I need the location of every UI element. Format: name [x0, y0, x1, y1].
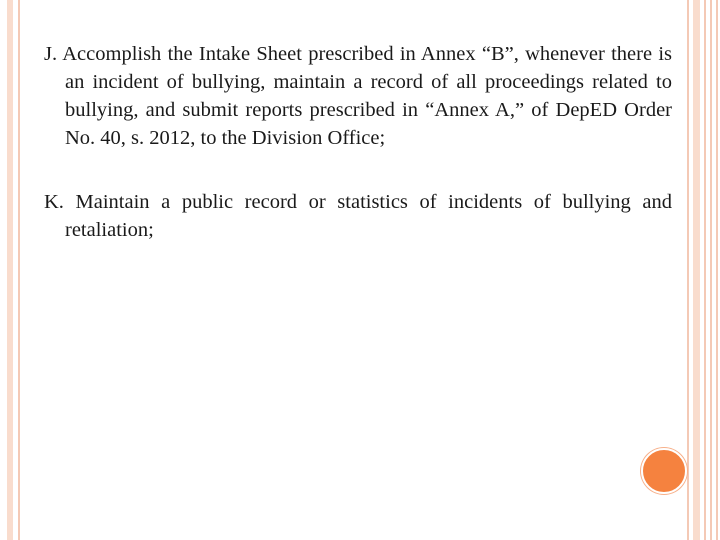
- paragraph-k: K. Maintain a public record or statistics of incidents of bullying and retaliation;: [44, 191, 672, 241]
- left-border-stripe: [7, 0, 13, 540]
- right-border-line: [716, 0, 718, 540]
- slide-content: [44, 40, 672, 244]
- left-decorative-border: [0, 0, 20, 540]
- right-decorative-border: [687, 0, 720, 540]
- paragraph-j: J. Accomplish the Intake Sheet prescribed in Annex “B”, whenever there is an incident of bullying, maintain a record of all proceedings related to bullying, and submit reports prescribed in “Annex A,” of DepED Order No. 40, s. 2012, to the Division Office;: [44, 43, 672, 149]
- right-border-stripe: [693, 0, 700, 540]
- right-border-line: [687, 0, 689, 540]
- decorative-circle: [641, 448, 687, 494]
- right-border-line: [704, 0, 706, 540]
- right-border-line: [710, 0, 712, 540]
